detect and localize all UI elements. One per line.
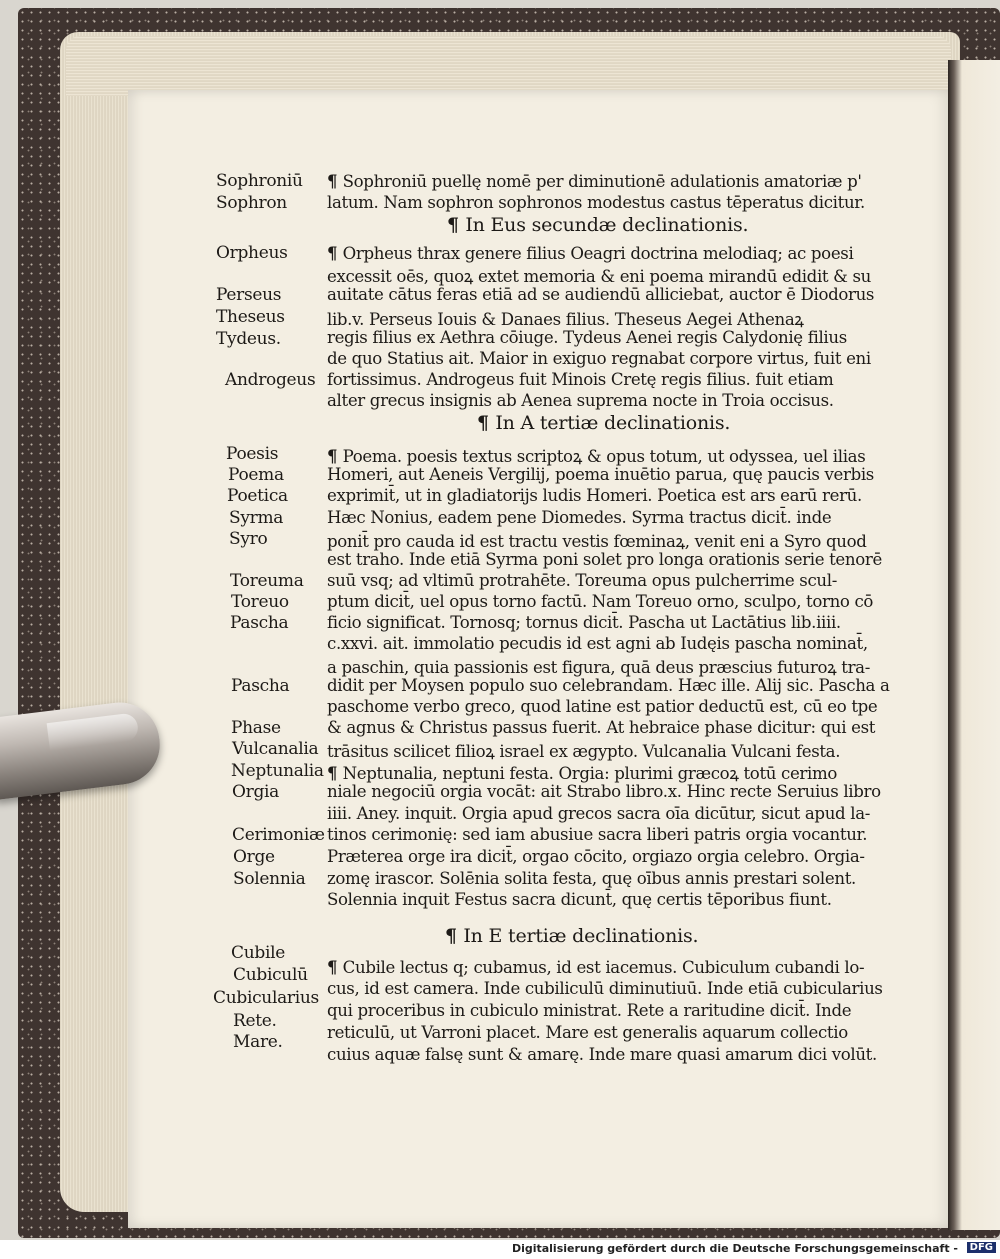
text-line: ¶ Cubile lectus q; cubamus, id est iacemus. Cubiculum cubandi lo- bbox=[327, 957, 865, 977]
section-heading: ¶ In Eus secundæ declinationis. bbox=[447, 214, 749, 236]
facing-page-gutter bbox=[948, 60, 1000, 1230]
margin-label: Toreuo bbox=[231, 592, 289, 612]
margin-label: Perseus bbox=[216, 285, 282, 305]
text-line: ¶ Neptunalia, neptuni festa. Orgia: plurimi græcoꝝ totū cerimo bbox=[327, 763, 838, 783]
margin-label: Pascha bbox=[231, 676, 290, 696]
margin-label: Orgia bbox=[232, 782, 280, 802]
margin-label: Mare. bbox=[233, 1032, 283, 1052]
margin-label: Orge bbox=[233, 847, 275, 867]
margin-label: Syro bbox=[229, 529, 268, 549]
page-edges-top bbox=[66, 36, 951, 96]
text-line: & agnus & Christus passus fuerit. At hebraice phase dicitur: qui est bbox=[327, 718, 876, 737]
text-line: ptum dicit̄, uel opus torno factū. Nam Toreuo orno, sculpo, torno cō bbox=[327, 592, 874, 611]
text-line: c.xxvi. ait. immolatio pecudis id est agni ab Iudęis pascha nominat̄, bbox=[327, 634, 868, 653]
margin-label: Syrma bbox=[229, 508, 284, 528]
text-line: ponit̄ pro cauda id est tractu vestis fœminaꝝ, venit eni a Syro quod bbox=[327, 532, 867, 551]
text-line: niale negociū orgia vocāt: ait Strabo libro.x. Hinc recte Seruius libro bbox=[327, 782, 881, 801]
pilcrow-icon: ¶ bbox=[445, 925, 464, 947]
margin-label: Poetica bbox=[227, 486, 288, 506]
text-line: Præterea orge ira dicit̄, orgao cōcito, orgiazo orgia celebro. Orgia- bbox=[327, 847, 865, 866]
text-line: ¶ Poema. poesis textus scriptoꝝ & opus totum, ut odyssea, uel ilias bbox=[327, 446, 866, 466]
pilcrow-icon: ¶ bbox=[327, 763, 343, 783]
text-line: alter grecus insignis ab Aenea suprema nocte in Troia occisus. bbox=[327, 391, 834, 410]
pilcrow-icon: ¶ bbox=[327, 243, 343, 263]
text-line: ¶ Sophroniū puellę nomē per diminutionē adulationis amatoriæ p' bbox=[327, 171, 862, 191]
margin-label: Neptunalia bbox=[231, 761, 324, 781]
pilcrow-icon: ¶ bbox=[327, 171, 343, 191]
text-line: regis filius ex Aethra cōiuge. Tydeus Aenei regis Calydonię filius bbox=[327, 328, 847, 347]
text-line: paschome verbo greco, quod latine est patior deductū est, cū eo tpe bbox=[327, 697, 878, 716]
text-line: ficio significat. Tornosq; tornus dicit̄. Pascha ut Lactātius lib.iiii. bbox=[327, 613, 841, 632]
margin-label: Sophroniū bbox=[216, 171, 303, 191]
dfg-logo: DFG bbox=[967, 1242, 996, 1253]
pilcrow-icon: ¶ bbox=[327, 957, 343, 977]
text-line: ¶ Orpheus thrax genere filius Oeagri doctrina melodiaq; ac poesi bbox=[327, 243, 854, 263]
text-line: Homeri, aut Aeneis Vergilij, poema inuētio parua, quę paucis verbis bbox=[327, 465, 874, 484]
margin-label: Cubile bbox=[231, 943, 285, 963]
margin-label: Pascha bbox=[230, 613, 289, 633]
text-line: suū vsq; ad vltimū protrahēte. Toreuma opus pulcherrime scul- bbox=[327, 571, 837, 590]
margin-label: Cerimoniæ bbox=[232, 825, 325, 845]
text-line: iiii. Aney. inquit. Orgia apud grecos sacra oīa dicūtur, sicut apud la- bbox=[327, 804, 870, 823]
margin-label: Phase bbox=[231, 718, 281, 738]
section-heading: ¶ In E tertiæ declinationis. bbox=[445, 925, 699, 947]
text-line: fortissimus. Androgeus fuit Minois Cretę regis filius. fuit etiam bbox=[327, 370, 834, 389]
margin-label: Sophron bbox=[216, 193, 287, 213]
text-line: cus, id est camera. Inde cubiliculū diminutiuū. Inde etiā cubicularius bbox=[327, 979, 883, 998]
text-line: zomę irascor. Solēnia solita festa, quę oībus annis prestari solent. bbox=[327, 869, 856, 888]
text-line: didit per Moysen populo suo celebrandam. Hæc ille. Alij sic. Pascha a bbox=[327, 676, 890, 695]
text-line: latum. Nam sophron sophronos modestus castus tēperatus dicitur. bbox=[327, 193, 865, 212]
margin-label: Vulcanalia bbox=[232, 739, 319, 759]
text-line: trāsitus scilicet filioꝝ israel ex ægypto. Vulcanalia Vulcani festa. bbox=[327, 742, 841, 761]
pilcrow-icon: ¶ bbox=[447, 214, 466, 236]
margin-label: Solennia bbox=[233, 869, 306, 889]
text-line: reticulū, ut Varroni placet. Mare est generalis aquarum collectio bbox=[327, 1023, 848, 1042]
text-line: est traho. Inde etiā Syrma poni solet pro longa orationis serie tenorē bbox=[327, 550, 882, 569]
margin-label: Tydeus. bbox=[216, 329, 281, 349]
text-line: Solennia inquit Festus sacra dicunt̄, quę certis tēporibus fiunt. bbox=[327, 890, 832, 909]
text-line: auitate cātus feras etiā ad se audiendū alliciebat, auctor ē Diodorus bbox=[327, 285, 875, 304]
margin-label: Cubiculū bbox=[233, 965, 308, 985]
margin-label: Theseus bbox=[216, 307, 285, 327]
margin-label: Orpheus bbox=[216, 243, 288, 263]
footer-bar bbox=[0, 1240, 1000, 1259]
margin-label: Cubicularius bbox=[213, 988, 319, 1008]
section-heading: ¶ In A tertiæ declinationis. bbox=[477, 412, 731, 434]
margin-label: Androgeus bbox=[225, 370, 316, 390]
text-line: lib.v. Perseus Iouis & Danaes filius. Theseus Aegei Athenaꝝ bbox=[327, 310, 804, 329]
text-line: excessit oēs, quoꝝ extet memoria & eni poema mirandū edidit & su bbox=[327, 267, 871, 286]
text-line: Hæc Nonius, eadem pene Diomedes. Syrma tractus dicit̄. inde bbox=[327, 508, 832, 527]
text-line: tinos cerimonię: sed iam abusiue sacra liberi patris orgia vocantur. bbox=[327, 825, 868, 844]
text-line: cuius aquæ falsę sunt & amarę. Inde mare quasi amarum dici volūt. bbox=[327, 1045, 877, 1064]
margin-label: Rete. bbox=[233, 1011, 277, 1031]
funding-credit: Digitalisierung gefördert durch die Deutsche Forschungsgemeinschaft - bbox=[511, 1242, 958, 1255]
pilcrow-icon: ¶ bbox=[477, 412, 496, 434]
margin-label: Poema bbox=[228, 465, 284, 485]
margin-label: Poesis bbox=[226, 444, 279, 464]
text-line: de quo Statius ait. Maior in exiguo regnabat corpore virtus, fuit eni bbox=[327, 349, 871, 368]
text-line: a paschin, quia passionis est figura, quā deus præscius futuroꝝ tra- bbox=[327, 658, 870, 677]
pilcrow-icon: ¶ bbox=[327, 446, 343, 466]
margin-label: Toreuma bbox=[230, 571, 304, 591]
text-line: exprimit̄, ut in gladiatorijs ludis Homeri. Poetica est ars earū rerū. bbox=[327, 486, 862, 505]
text-line: qui proceribus in cubiculo ministrat. Rete a raritudine dicit̄. Inde bbox=[327, 1001, 852, 1020]
